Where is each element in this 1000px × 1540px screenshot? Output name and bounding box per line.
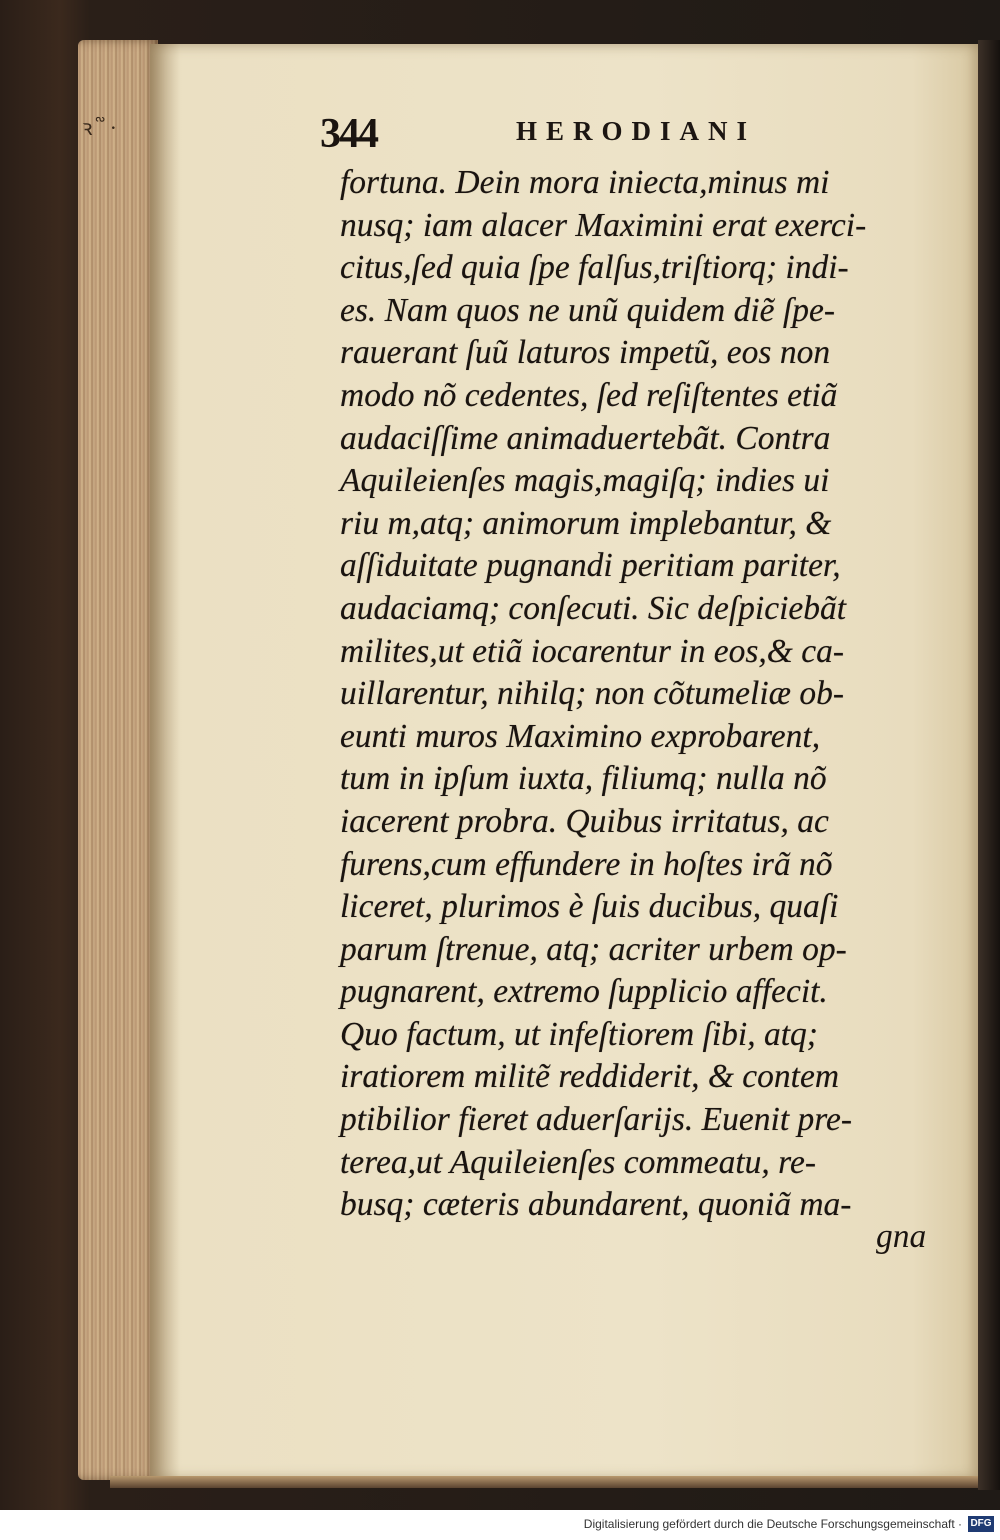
text-line: aſſiduitate pugnandi peritiam pariter, [340,547,841,585]
page-bottom-edge [110,1476,980,1488]
dfg-logo-icon[interactable]: DFG [968,1516,994,1532]
text-line: milites,ut etiã iocarentur in eos,& ca- [340,632,844,670]
text-line: citus,ſed quia ſpe falſus,triſtiorq; indi- [340,249,849,287]
footer-bar [0,1510,1000,1540]
text-line: Quo factum, ut infeſtiorem ſibi, atq; [340,1015,818,1053]
text-line: ptibilior fieret aduerſarijs. Euenit pre- [340,1101,853,1139]
text-line: terea,ut Aquileienſes commeatu, re- [340,1143,817,1181]
text-line: furens,cum effundere in hoſtes irã nõ [340,845,833,883]
text-line: audaciamq; conſecuti. Sic deſpiciebãt [340,589,847,627]
text-line: uillarentur, nihilq; non cõtumeliæ ob- [340,675,845,713]
body-text [340,162,960,1227]
text-line: riu m,atq; animorum implebantur, & [340,504,832,542]
text-line: es. Nam quos ne unũ quidem diẽ ſpe- [340,291,835,329]
gutter-shade [150,44,180,1480]
text-line: iratiorem militẽ reddiderit, & contem [340,1058,840,1096]
edge-marks: ꝛ ᷑ · [82,115,119,140]
text-line: parum ſtrenue, atq; acriter urbem op- [340,930,847,968]
text-line: busq; cæteris abundarent, quoniã ma- [340,1186,852,1224]
page-edges [78,40,158,1480]
text-line: modo nõ cedentes, ſed reſiſtentes etiã [340,376,838,414]
running-title: HERODIANI [516,116,757,146]
text-line: liceret, plurimos è ſuis ducibus, quaſi [340,888,839,926]
text-line: iacerent probra. Quibus irritatus, ac [340,802,829,840]
text-line: rauerant ſuũ laturos impetũ, eos non [340,334,831,372]
text-line: nusq; iam alacer Maximini erat exerci- [340,206,867,244]
page-number: 344 [320,111,377,157]
text-line: tum in ipſum iuxta, filiumq; nulla nõ [340,760,827,798]
text-line: Aquileienſes magis,magiſq; indies ui [340,462,830,500]
text-line: fortuna. Dein mora iniecta,minus mi [340,164,830,201]
text-line: eunti muros Maximino exprobarent, [340,717,821,755]
text-line: audaciſſime animaduertebãt. Contra [340,419,831,457]
page-header [320,110,820,157]
right-shadow [978,40,1000,1490]
funding-credit: Digitalisierung gefördert durch die Deutsche Forschungsgemeinschaft · [583,1517,962,1531]
catchword: gna [876,1218,927,1255]
text-line: pugnarent, extremo ſupplicio affecit. [340,973,828,1011]
